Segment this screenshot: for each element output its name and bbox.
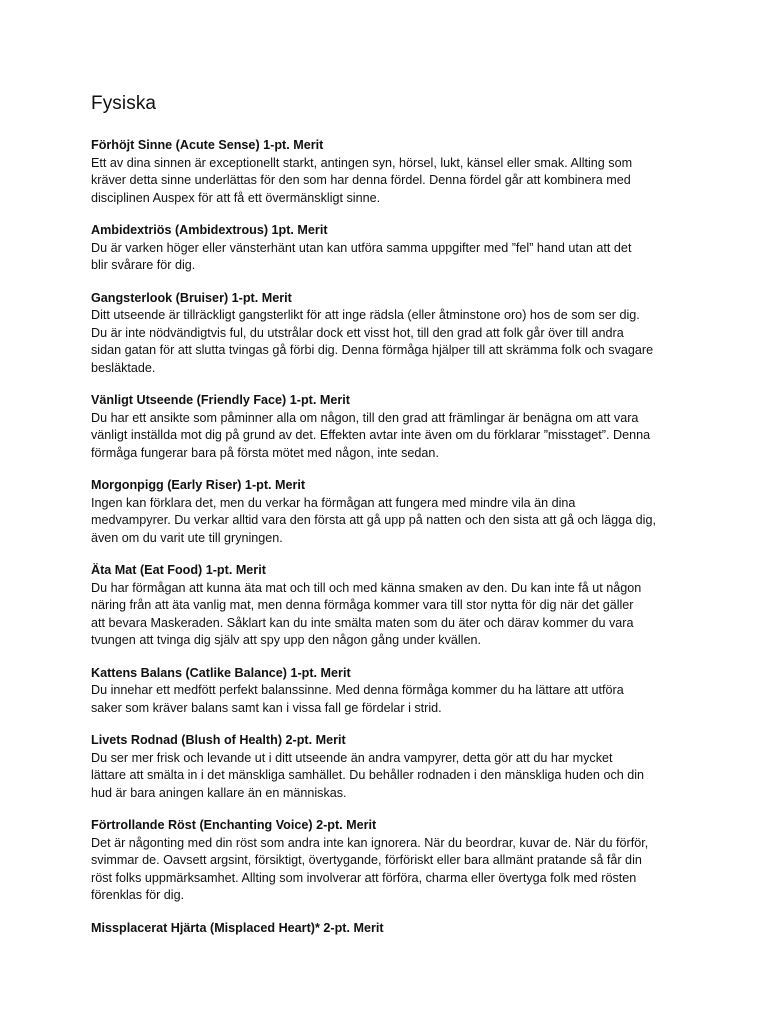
merit-description-line: tvungen att tvinga dig själv att spy upp den någon gång under kvällen. xyxy=(91,633,481,647)
merit-description-line: förmåga fungerar bara på första mötet med någon, inte sedan. xyxy=(91,445,439,460)
merit-description xyxy=(91,682,691,717)
merit-heading: Vänligt Utseende (Friendly Face) 1-pt. Merit xyxy=(91,393,350,407)
merit-description xyxy=(91,155,691,208)
merit-section xyxy=(91,732,691,802)
merit-description-line: Ett av dina sinnen är exceptionellt starkt, antingen syn, hörsel, lukt, känsel eller smak. Allting som xyxy=(91,155,633,170)
merit-description-line: lättare att smälta in i det mänskliga samhället. Du behåller rodnaden i den mänskliga huden och din xyxy=(91,768,645,782)
merit-description-line: Det är någonting med din röst som andra inte kan ignorera. När du beordrar, kuvar de. När du förför, xyxy=(91,835,649,850)
merit-section xyxy=(91,665,691,718)
merit-description-line: Du innehar ett medfött perfekt balanssinne. Med denna förmåga kommer du ha lättare att utföra xyxy=(91,683,624,697)
merit-description xyxy=(91,580,691,650)
merit-description-line: hud är bara aningen kallare än en människas. xyxy=(91,785,347,800)
merit-heading: Ambidextriös (Ambidextrous) 1pt. Merit xyxy=(91,223,328,237)
merit-section xyxy=(91,137,691,207)
merit-description xyxy=(91,750,691,803)
merit-description-line: Du ser mer frisk och levande ut i ditt utseende än andra vampyrer, detta gör att du har mycket xyxy=(91,750,613,765)
merit-section xyxy=(91,222,691,275)
merit-description-line: disciplinen Auspex för att få ett övermänskligt sinne. xyxy=(91,190,381,205)
merit-heading: Äta Mat (Eat Food) 1-pt. Merit xyxy=(91,563,266,577)
merit-section xyxy=(91,920,691,938)
merit-description-line: att bevara Maskeraden. Såklart kan du inte smälta maten som du äter och därav kommer du vara xyxy=(91,615,634,630)
merit-description-line: sidan gatan för att slutta tvingas gå förbi dig. Denna förmåga hjälper till att skrämma folk och svagare xyxy=(91,343,654,357)
merit-heading: Gangsterlook (Bruiser) 1-pt. Merit xyxy=(91,290,292,305)
merit-description-line: Du är varken höger eller vänsterhänt utan kan utföra samma uppgifter med ”fel” hand utan att det xyxy=(91,240,632,255)
merit-description-line: saker som kräver balans samt kan i vissa fall ge fördelar i strid. xyxy=(91,700,442,715)
document-page xyxy=(91,92,691,952)
merit-description-line: näring från att äta vanlig mat, men denna förmåga kommer vara till stor nytta för dig när det gäller xyxy=(91,598,634,612)
page-title: Fysiska xyxy=(91,93,157,114)
merit-description-line: blir svårare för dig. xyxy=(91,258,196,272)
merit-section xyxy=(91,392,691,462)
merit-heading: Förhöjt Sinne (Acute Sense) 1-pt. Merit xyxy=(91,138,324,152)
merit-description-line: förenklas för dig. xyxy=(91,888,185,902)
merit-heading: Förtrollande Röst (Enchanting Voice) 2-pt. Merit xyxy=(91,818,377,832)
merit-heading: Morgonpigg (Early Riser) 1-pt. Merit xyxy=(91,478,306,492)
merit-description-line: Du har ett ansikte som påminner alla om någon, till den grad att främlingar är benägna om att vara xyxy=(91,410,639,425)
merit-heading: Livets Rodnad (Blush of Health) 2-pt. Merit xyxy=(91,733,346,747)
merit-section xyxy=(91,290,691,378)
merit-list xyxy=(91,137,691,937)
merit-description xyxy=(91,495,691,548)
merit-description-line: Du är inte nödvändigtvis ful, du utstrålar dock ett visst hot, till den grad att folk går över till andra xyxy=(91,325,624,340)
merit-description-line: besläktade. xyxy=(91,360,156,375)
merit-description xyxy=(91,835,691,905)
merit-description-line: Du har förmågan att kunna äta mat och till och med känna smaken av den. Du kan inte få ut någon xyxy=(91,580,642,595)
merit-description-line: vänligt inställda mot dig på grund av det. Effekten avtar inte även om du förklarar ”misstaget”. Denna xyxy=(91,428,651,442)
merit-description-line: Ingen kan förklara det, men du verkar ha förmågan att fungera med mindre vila än dina xyxy=(91,495,576,510)
merit-description-line: även om du varit ute till gryningen. xyxy=(91,530,283,545)
merit-description-line: röst folks uppmärksamhet. Allting som involverar att förföra, charma eller övertyga folk med rösten xyxy=(91,870,637,885)
merit-description xyxy=(91,240,691,275)
merit-section xyxy=(91,562,691,650)
merit-section xyxy=(91,477,691,547)
merit-description-line: medvampyrer. Du verkar alltid vara den första att gå upp på natten och den sista att gå och lägga dig, xyxy=(91,513,656,527)
merit-description-line: svimmar de. Oavsett argsint, försiktigt, övertygande, förföriskt eller bara allmänt pratande så får din xyxy=(91,853,642,867)
merit-section xyxy=(91,817,691,905)
merit-heading: Kattens Balans (Catlike Balance) 1-pt. Merit xyxy=(91,665,351,680)
merit-description xyxy=(91,410,691,463)
merit-description xyxy=(91,307,691,377)
merit-description-line: kräver detta sinne underlättas för den som har denna fördel. Denna fördel går att kombinera med xyxy=(91,173,631,187)
merit-heading: Missplacerat Hjärta (Misplaced Heart)* 2-pt. Merit xyxy=(91,920,384,935)
merit-description-line: Ditt utseende är tillräckligt gangsterlikt för att inge rädsla (eller åtminstone oro) hos de som ser dig. xyxy=(91,308,640,322)
